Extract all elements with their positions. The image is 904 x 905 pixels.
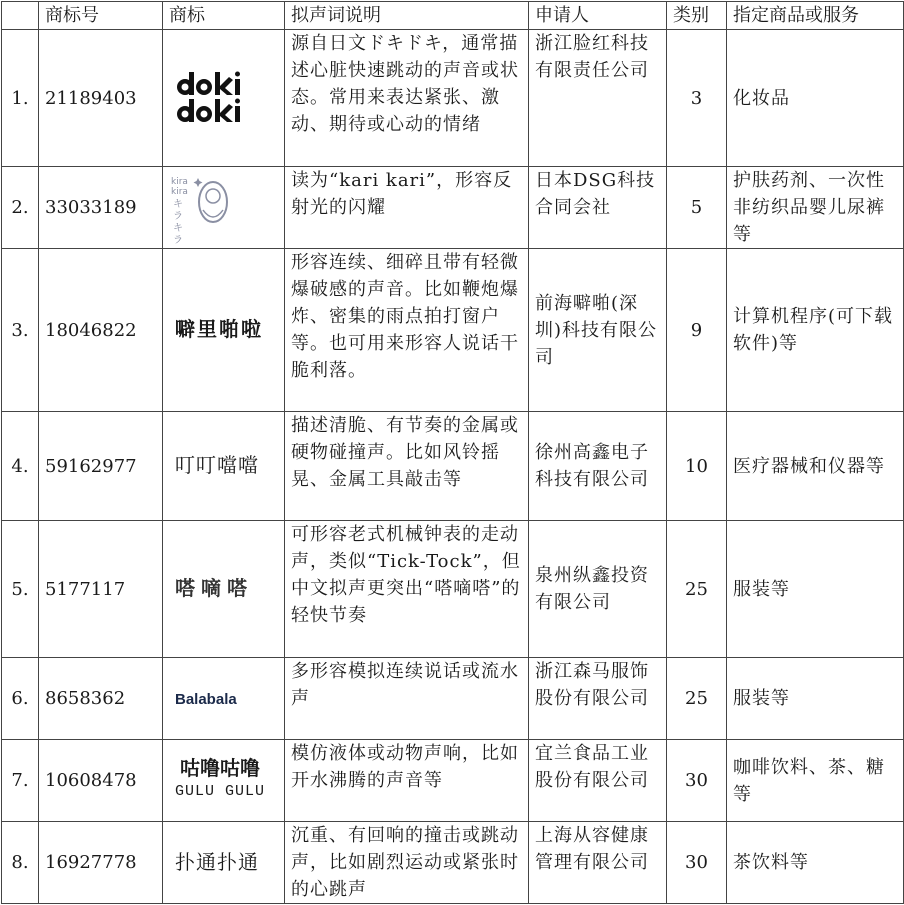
header-row: [2, 2, 904, 30]
header-applicant: 申请人: [529, 2, 667, 30]
class-number: 10: [667, 412, 727, 521]
table-row: [2, 521, 904, 658]
trademark-logo: [163, 822, 285, 904]
applicant: 浙江森马服饰股份有限公司: [529, 658, 667, 740]
kira-kira-logo: [169, 172, 229, 244]
header-class: 类别: [667, 2, 727, 30]
applicant: 徐州高鑫电子科技有限公司: [529, 412, 667, 521]
row-index: 3.: [2, 249, 39, 412]
goods-services: 医疗器械和仪器等: [727, 412, 904, 521]
gulu-logo-cn: 咕噜咕噜: [180, 756, 260, 780]
row-index: 4.: [2, 412, 39, 521]
kira-kana-1: キ: [173, 198, 183, 210]
header-goods: 指定商品或服务: [727, 2, 904, 30]
goods-services: 咖啡饮料、茶、糖等: [727, 740, 904, 822]
doki-doki-logo: [175, 70, 247, 126]
trademark-logo: [163, 249, 285, 412]
sound-description: 形容连续、细碎且带有轻微爆破感的声音。比如鞭炮爆炸、密集的雨点拍打窗户等。也可用来形容人说话干脆利落。: [285, 249, 529, 412]
class-number: 30: [667, 740, 727, 822]
trademark-logo: [163, 658, 285, 740]
reg-number: 16927778: [39, 822, 163, 904]
sound-description: 描述清脆、有节奏的金属或硬物碰撞声。比如风铃摇晃、金属工具敲击等: [285, 412, 529, 521]
goods-services: 化妆品: [727, 30, 904, 167]
trademark-logo: [163, 521, 285, 658]
header-description: 拟声词说明: [285, 2, 529, 30]
kira-kana-2: ラ: [173, 210, 183, 222]
table-row: [2, 412, 904, 521]
applicant: 浙江脸红科技有限责任公司: [529, 30, 667, 167]
sound-description: 模仿液体或动物声响，比如开水沸腾的声音等: [285, 740, 529, 822]
trademark-logo: [163, 30, 285, 167]
class-number: 25: [667, 521, 727, 658]
header-index: [2, 2, 39, 30]
class-number: 9: [667, 249, 727, 412]
reg-number: 8658362: [39, 658, 163, 740]
kira-kana-4: ラ: [173, 234, 183, 244]
goods-services: 计算机程序(可下载软件)等: [727, 249, 904, 412]
table-row: [2, 30, 904, 167]
applicant: 日本DSG科技合同会社: [529, 167, 667, 249]
goods-services: 茶饮料等: [727, 822, 904, 904]
dingding-logo: 叮叮噹噹: [175, 453, 259, 477]
balabala-logo: Balabala: [175, 690, 237, 708]
putong-logo: 扑通扑通: [175, 849, 259, 874]
sound-description: 源自日文ドキドキ，通常描述心脏快速跳动的声音或状态。常用来表达紧张、激动、期待或心动的情绪: [285, 30, 529, 167]
kira-kana-3: キ: [173, 222, 183, 234]
table-row: [2, 658, 904, 740]
class-number: 25: [667, 658, 727, 740]
trademark-logo: [163, 167, 285, 249]
reg-number: 18046822: [39, 249, 163, 412]
row-index: 2.: [2, 167, 39, 249]
row-index: 6.: [2, 658, 39, 740]
reg-number: 21189403: [39, 30, 163, 167]
trademark-table: [1, 1, 904, 904]
table-row: [2, 167, 904, 249]
sound-description: 多形容模拟连续说话或流水声: [285, 658, 529, 740]
applicant: 前海噼啪(深圳)科技有限公司: [529, 249, 667, 412]
row-index: 5.: [2, 521, 39, 658]
reg-number: 33033189: [39, 167, 163, 249]
applicant: 泉州纵鑫投资有限公司: [529, 521, 667, 658]
class-number: 3: [667, 30, 727, 167]
sound-description: 沉重、有回响的撞击或跳动声，比如剧烈运动或紧张时的心跳声: [285, 822, 529, 904]
goods-services: 服装等: [727, 521, 904, 658]
row-index: 8.: [2, 822, 39, 904]
gulu-logo: [175, 758, 265, 802]
class-number: 30: [667, 822, 727, 904]
table-row: [2, 249, 904, 412]
trademark-logo: [163, 740, 285, 822]
reg-number: 59162977: [39, 412, 163, 521]
dadida-logo: 嗒嘀嗒: [175, 576, 253, 600]
sound-description: 可形容老式机械钟表的走动声，类似“Tick-Tock”，但中文拟声更突出“嗒嘀嗒”的轻快节奏: [285, 521, 529, 658]
class-number: 5: [667, 167, 727, 249]
header-reg-no: 商标号: [39, 2, 163, 30]
sound-description: 读为“kari kari”，形容反射光的闪耀: [285, 167, 529, 249]
row-index: 1.: [2, 30, 39, 167]
applicant: 宜兰食品工业股份有限公司: [529, 740, 667, 822]
trademark-logo: [163, 412, 285, 521]
applicant: 上海从容健康管理有限公司: [529, 822, 667, 904]
goods-services: 服装等: [727, 658, 904, 740]
kira-latin-1: kira: [171, 176, 188, 187]
header-logo: 商标: [163, 2, 285, 30]
table-row: [2, 740, 904, 822]
reg-number: 5177117: [39, 521, 163, 658]
kira-latin-2: kira: [171, 186, 188, 197]
gulu-logo-en: GULU GULU: [175, 783, 266, 800]
reg-number: 10608478: [39, 740, 163, 822]
row-index: 7.: [2, 740, 39, 822]
pilipala-logo: 噼里啪啦: [175, 317, 263, 341]
table-row: [2, 822, 904, 904]
goods-services: 护肤药剂、一次性非纺织品婴儿尿裤等: [727, 167, 904, 249]
